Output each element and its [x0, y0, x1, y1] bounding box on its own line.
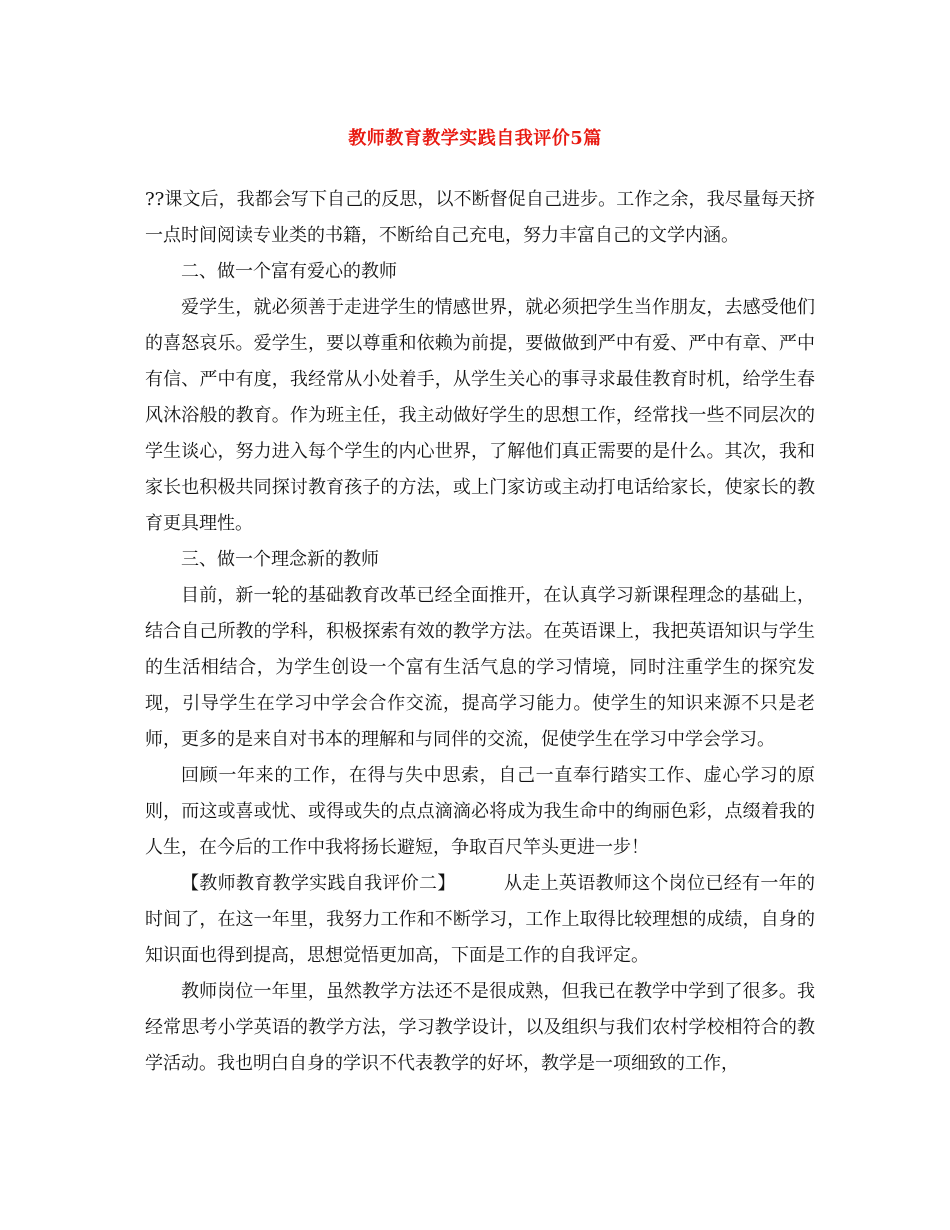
paragraph: 爱学生，就必须善于走进学生的情感世界，就必须把学生当作朋友，去感受他们的喜怒哀乐。爱学生，要以尊重和依赖为前提，要做做到严中有爱、严中有章、严中有信、严中有度，我经常从小处着手，从学生关心的事寻求最佳教育时机，给学生春风沐浴般的教育。作为班主任，我主动做好学生的思想工作，经常找一些不同层次的学生谈心，努力进入每个学生的内心世界，了解他们真正需要的是什么。其次，我和家长也积极共同探讨教育孩子的方法，或上门家访或主动打电话给家长，使家长的教育更具理性。 — [145, 297, 815, 534]
paragraph: ??课文后，我都会写下自己的反思，以不断督促自己进步。工作之余，我尽量每天挤一点时间阅读专业类的书籍，不断给自己充电，努力丰富自己的文学内涵。 — [145, 189, 815, 246]
section-title: 【教师教育教学实践自我评价二】 — [181, 873, 456, 894]
section-paragraph — [145, 866, 815, 974]
section-heading: 三、做一个理念新的教师 — [181, 549, 379, 570]
section-heading: 二、做一个富有爱心的教师 — [181, 261, 397, 282]
paragraph: 教师岗位一年里，虽然教学方法还不是很成熟，但我已在教学中学到了很多。我经常思考小学英语的教学方法，学习教学设计，以及组织与我们农村学校相符合的教学活动。我也明白自身的学识不代表教学的好坏，教学是一项细致的工作， — [145, 981, 815, 1074]
paragraph: 回顾一年来的工作，在得与失中思索，自己一直奉行踏实工作、虚心学习的原则，而这或喜或忧、或得或失的点点滴滴必将成为我生命中的绚丽色彩，点缀着我的人生，在今后的工作中我将扬长避短，争取百尺竿头更进一步！ — [145, 765, 815, 858]
paragraph: 目前，新一轮的基础教育改革已经全面推开，在认真学习新课程理念的基础上，结合自己所教的学科，积极探索有效的教学方法。在英语课上，我把英语知识与学生的生活相结合，为学生创设一个富有生活气息的学习情境，同时注重学生的探究发现，引导学生在学习中学会合作交流，提高学习能力。使学生的知识来源不只是老师，更多的是来自对书本的理解和与同伴的交流，促使学生在学习中学会学习。 — [145, 585, 815, 750]
section-intro: 从走上英语教师这个岗位已经有一年的时间了，在这一年里，我努力工作和不断学习，工作上取得比较理想的成绩，自身的知识面也得到提高，思想觉悟更加高，下面是工作的自我评定。 — [145, 873, 815, 966]
document-title: 教师教育教学实践自我评价5篇 — [348, 128, 602, 149]
document-body — [145, 182, 815, 1082]
